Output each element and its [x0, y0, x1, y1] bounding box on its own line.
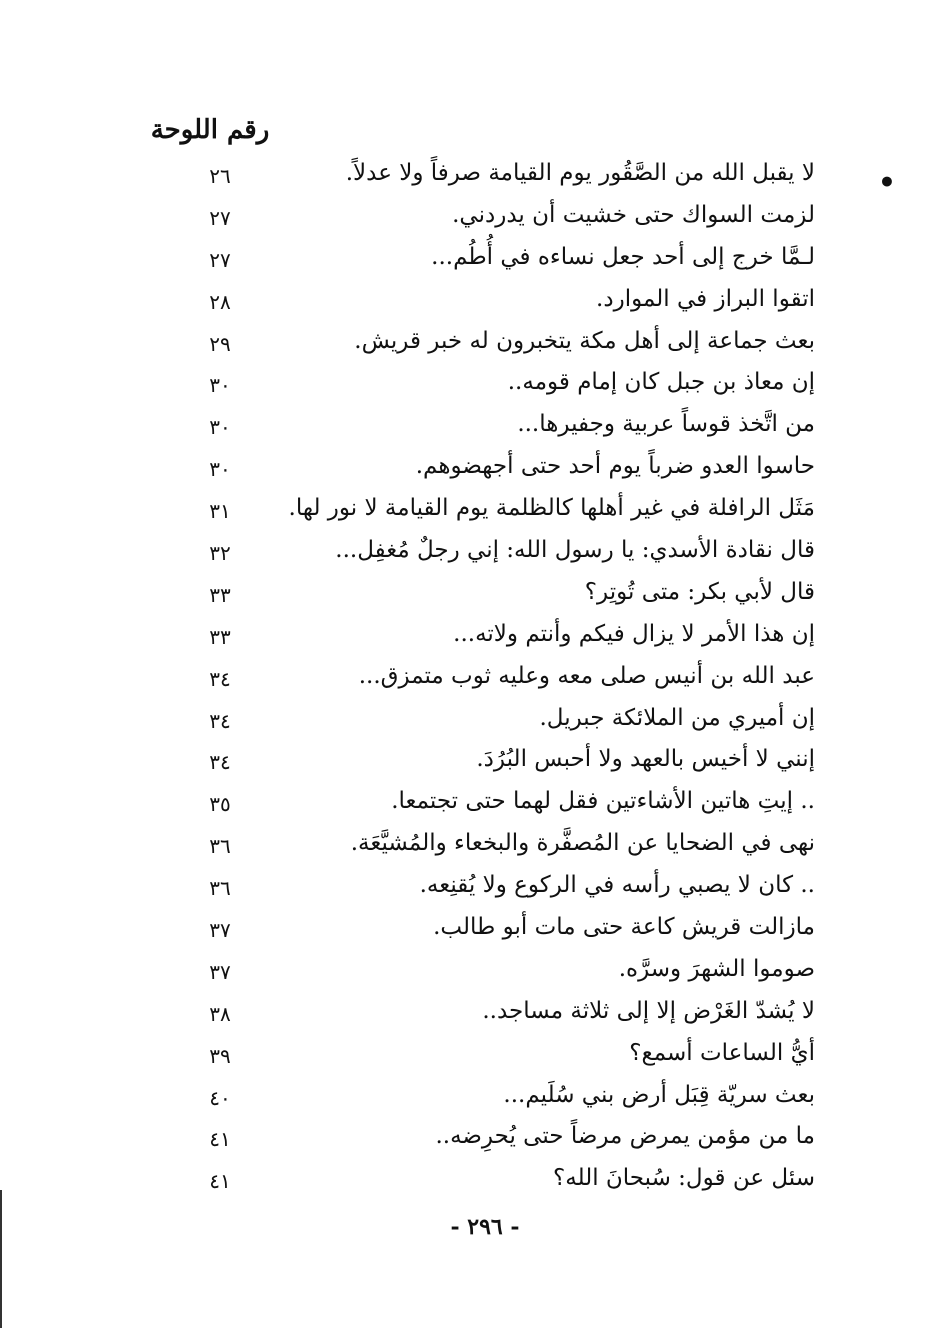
entry-text: صوموا الشهرَ وسرَّه.	[618, 955, 815, 982]
entry-text: بعث سريّة قِبَل أرض بني سُلَيم...	[503, 1081, 815, 1108]
entry-number: ٣٣	[209, 582, 231, 607]
margin-line	[0, 1190, 2, 1328]
list-item	[190, 866, 830, 908]
entry-text: إن أميري من الملائكة جبريل.	[539, 704, 815, 731]
page-number: - ٢٩٦ -	[450, 1214, 520, 1240]
entry-text: حاسوا العدو ضرباً يوم أحد حتى أجهضوهم.	[415, 453, 815, 480]
list-item	[190, 531, 830, 573]
entry-text: بعث جماعة إلى أهل مكة يتخبرون له خبر قريش.	[354, 327, 815, 354]
list-item	[190, 1034, 830, 1076]
list-item	[190, 154, 830, 196]
list-item	[190, 950, 830, 992]
list-item	[190, 1117, 830, 1159]
entry-number: ٤١	[209, 1127, 231, 1152]
list-item	[190, 699, 830, 741]
entry-number: ٣٣	[209, 624, 231, 649]
list-item	[190, 615, 830, 657]
entry-text: أيُّ الساعات أسمع؟	[629, 1039, 815, 1066]
list-item	[190, 782, 830, 824]
entry-text: اتقوا البراز في الموارد.	[596, 285, 815, 312]
entries-list	[190, 154, 830, 1201]
entry-text: من اتَّخذ قوساً عربية وجفيرها...	[517, 411, 815, 438]
entry-text: لـمَّا خرج إلى أحد جعل نساءه في أُطُم...	[431, 243, 815, 270]
entry-text: مَثَل الرافلة في غير أهلها كالظلمة يوم القيامة لا نور لها.	[288, 495, 815, 522]
list-item	[190, 196, 830, 238]
entry-number: ٣٤	[209, 666, 231, 691]
entry-text: لا يُشدّ الغَرْض إلا إلى ثلاثة مساجد..	[482, 997, 815, 1024]
entry-number: ٤٠	[209, 1085, 231, 1110]
entry-number: ٢٧	[209, 247, 231, 272]
list-item	[190, 908, 830, 950]
entry-text: سئل عن قول: سُبحانَ الله؟	[553, 1165, 815, 1192]
entry-text: .. إيتِ هاتين الأشاءتين فقل لهما حتى تجتمعا.	[391, 788, 815, 815]
list-item	[190, 1076, 830, 1118]
entry-text: إن هذا الأمر لا يزال فيكم وأنتم ولاته...	[453, 620, 815, 647]
entry-text: لزمت السواك حتى خشيت أن يدردني.	[452, 201, 815, 228]
entry-number: ٣٨	[209, 1001, 231, 1026]
entry-number: ٣٤	[209, 750, 231, 775]
entry-text: مازالت قريش كاعة حتى مات أبو طالب.	[433, 914, 815, 941]
list-item	[190, 1159, 830, 1201]
entry-number: ٢٦	[209, 164, 231, 188]
entry-text: لا يقبل الله من الصَّقُور يوم القيامة صرفاً ولا عدلاً.	[345, 160, 815, 186]
list-item	[190, 238, 830, 280]
entry-text: .. كان لا يصبي رأسه في الركوع ولا يُقنِعه.	[419, 872, 815, 899]
entry-number: ٣٠	[209, 373, 231, 398]
list-item	[190, 489, 830, 531]
list-item	[190, 657, 830, 699]
entry-number: ٣٥	[209, 792, 231, 817]
entry-text: ما من مؤمن يمرض مرضاً حتى يُحرِضه..	[435, 1123, 815, 1150]
entry-number: ٣٢	[209, 541, 231, 566]
list-item	[190, 740, 830, 782]
entry-number: ٣٤	[209, 708, 231, 733]
entry-number: ٢٩	[209, 331, 231, 356]
entry-number: ٣٦	[209, 834, 231, 859]
list-item	[190, 573, 830, 615]
entry-text: قال لأبي بكر: متى تُوتِر؟	[584, 578, 815, 605]
entry-number: ٣٧	[209, 918, 231, 943]
entry-number: ٣١	[209, 499, 231, 524]
list-item	[190, 992, 830, 1034]
list-item	[190, 322, 830, 364]
list-item	[190, 447, 830, 489]
list-item	[190, 824, 830, 866]
entry-number: ٣٠	[209, 415, 231, 440]
entry-number: ٣٠	[209, 457, 231, 482]
entry-number: ٢٧	[209, 205, 231, 230]
entry-number: ٣٩	[209, 1043, 231, 1068]
entry-text: إن معاذ بن جبل كان إمام قومه..	[507, 369, 815, 396]
column-header: رقم اللوحة	[150, 115, 270, 145]
entry-number: ٣٦	[209, 876, 231, 901]
entry-number: ٢٨	[209, 289, 231, 314]
entry-text: عبد الله بن أنيس صلى معه وعليه ثوب متمزق...	[358, 662, 815, 689]
list-item	[190, 280, 830, 322]
entry-text: نهى في الضحايا عن المُصفَّرة والبخعاء والمُشيَّعَة.	[350, 830, 815, 857]
entry-text: إنني لا أخيس بالعهد ولا أحبس البُرُدَ.	[476, 746, 815, 773]
entry-number: ٤١	[209, 1169, 231, 1194]
list-item	[190, 363, 830, 405]
entry-number: ٣٧	[209, 959, 231, 984]
list-item	[190, 405, 830, 447]
entry-text: قال نقادة الأسدي: يا رسول الله: إني رجلٌ مُغفِل...	[335, 537, 815, 564]
bullet-mark: •	[878, 166, 896, 199]
